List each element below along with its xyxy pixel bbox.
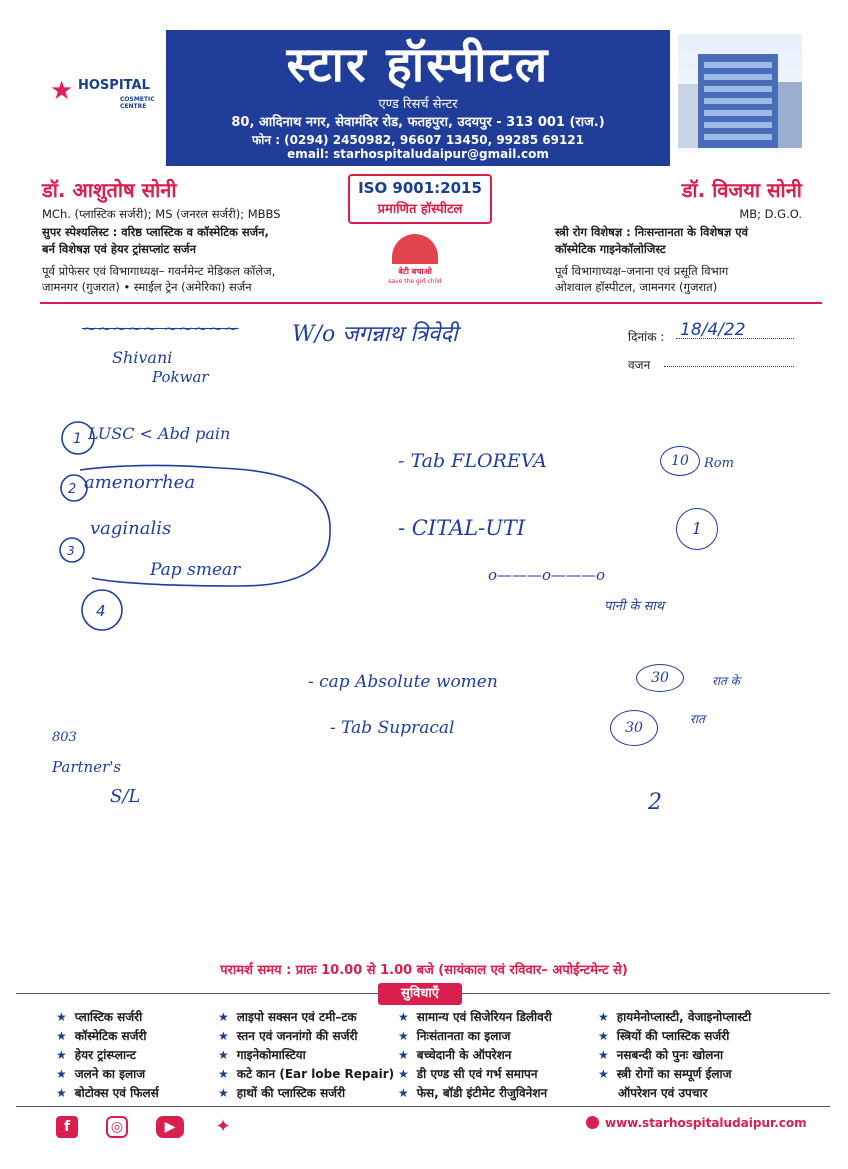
facilities-grid [56, 1008, 836, 1102]
svc-4-5: ऑपरेशन एवं उपचार [618, 1086, 708, 1100]
doctor-left-name: डॉ. आशुतोष सोनी [42, 178, 177, 202]
side-note-1: 803 [52, 730, 77, 745]
header-divider [40, 302, 822, 304]
svc-4-4: ★ स्त्री रोगों का सम्पूर्ण ईलाज [598, 1067, 732, 1081]
misc-mark: 2 [648, 790, 662, 815]
patient-relation: W/o जगन्नाथ त्रिवेदी [292, 322, 458, 347]
weight-label: वजन [628, 358, 651, 372]
globe-icon [586, 1116, 599, 1129]
svc-3-1: ★ सामान्य एवं सिजेरियन डिलीवरी [398, 1010, 552, 1024]
doctor-right-line2: कॉस्मेटिक गाइनेकॉलोजिस्ट [555, 242, 666, 256]
svg-text:2: 2 [68, 482, 77, 497]
hospital-logo [40, 74, 160, 118]
svc-3-2: ★ निःसंतानता का इलाज [398, 1029, 511, 1043]
doctor-right-name: डॉ. विजया सोनी [681, 178, 802, 202]
diagnosis-marks [40, 410, 360, 640]
dx-3: vaginalis [90, 518, 172, 539]
rx-2-note: पानी के साथ [604, 599, 665, 614]
building-photo [678, 34, 802, 152]
svc-4-2: ★ स्त्रियों की प्लास्टिक सर्जरी [598, 1029, 730, 1043]
doctor-right-line1: स्त्री रोग विशेषज्ञ : निःसन्तानता के विशेषज्ञ एवं [555, 225, 749, 239]
youtube-icon[interactable]: ▶ [156, 1116, 184, 1138]
doctor-right-line4: ओशवाल हॉस्पीटल, जामनगर (गुजरात) [555, 280, 718, 294]
struck-name: ~~~~~ ~~~~~ [82, 318, 239, 339]
rx-1-qty: 10 [660, 446, 700, 476]
star-icon: ★ [50, 76, 74, 106]
beti-subtext: save the girl child [388, 278, 442, 285]
doctor-left-line3: पूर्व प्रोफेसर एवं विभागाध्यक्ष– गवर्नमेन्ट मेडिकल कॉलेज, [42, 264, 276, 278]
svc-1-3: ★ हेयर ट्रांस्प्लान्ट [56, 1048, 136, 1062]
iso-caption: प्रमाणित हॉस्पीटल [377, 202, 463, 217]
side-note-3: S/L [110, 786, 141, 807]
rx-2-dose: o———o———o [488, 566, 606, 584]
doctor-right-line3: पूर्व विभागाध्यक्ष–जनाना एवं प्रसूति विभाग [555, 264, 729, 278]
rx-1-note: Rom [704, 456, 734, 471]
svc-1-5: ★ बोटोक्स एवं फिलर्स [56, 1086, 159, 1100]
dx-1: LUSC < Abd pain [88, 424, 231, 443]
doctor-left-quals: MCh. (प्लास्टिक सर्जरी); MS (जनरल सर्जरी); MBBS [42, 207, 281, 221]
svg-text:4: 4 [96, 602, 106, 620]
consult-hours: परामर्श समय : प्रातः 10.00 से 1.00 बजे (सायंकाल एवं रविवार– अपोईन्टमेन्ट से) [220, 963, 628, 978]
rx-3-note: रात के [712, 674, 740, 688]
rx-3-qty: 30 [636, 664, 684, 692]
logo-sub: COSMETIC CENTRE [120, 96, 155, 110]
svc-3-4: ★ डी एण्ड सी एवं गर्भ समापन [398, 1067, 538, 1081]
hospital-title: स्टार हॉस्पीटल [286, 37, 550, 93]
rx-1: - Tab FLOREVA [398, 450, 547, 472]
svg-text:1: 1 [73, 431, 82, 447]
weight-line [664, 366, 794, 367]
patient-surname: Pokwar [152, 368, 209, 386]
svc-2-1: ★ लाइपो सक्सन एवं टमी–टक [218, 1010, 357, 1024]
footer-divider-bottom [16, 1106, 830, 1107]
rx-2-qty: 1 [676, 508, 718, 550]
rx-3: - cap Absolute women [308, 672, 498, 692]
twitter-icon[interactable]: ✦ [215, 1116, 231, 1137]
beti-bachao-logo [380, 232, 450, 296]
svc-3-3: ★ बच्चेदानी के ऑपरेशन [398, 1048, 512, 1062]
dx-4: Pap smear [150, 560, 241, 580]
rx-4-qty: 30 [610, 710, 658, 746]
iso-badge [348, 174, 492, 224]
rx-4-note: रात [690, 712, 705, 726]
svc-2-5: ★ हाथों की प्लास्टिक सर्जरी [218, 1086, 346, 1100]
doctor-left-line1: सुपर स्पेश्यलिस्ट : वरिष्ठ प्लास्टिक व कॉस्मेटिक सर्जन, [42, 225, 269, 239]
hospital-subtitle: एण्ड रिसर्च सेन्टर [378, 97, 458, 112]
sun-icon [392, 234, 438, 264]
doctor-left-line2: बर्न विशेषज्ञ एवं हेयर ट्रांसप्लांट सर्जन [42, 242, 196, 256]
header-banner [166, 30, 670, 166]
instagram-icon[interactable]: ◎ [106, 1116, 128, 1138]
facilities-heading: सुविधाएँ [378, 983, 462, 1005]
svc-4-1: ★ हायमेनोप्लास्टी, वेजाइनोप्लास्टी [598, 1010, 752, 1024]
svc-2-3: ★ गाइनेकोमास्टिया [218, 1048, 306, 1062]
svc-2-2: ★ स्तन एवं जननांगो की सर्जरी [218, 1029, 358, 1043]
date-line [676, 338, 794, 339]
dx-2: amenorrhea [84, 472, 196, 493]
rx-2: - CITAL-UTI [398, 516, 526, 540]
iso-number: ISO 9001:2015 [358, 179, 482, 197]
facebook-icon[interactable]: f [56, 1116, 78, 1138]
date-label: दिनांक : [628, 330, 665, 344]
hospital-email: email: starhospitaludaipur@gmail.com [287, 147, 549, 161]
svc-1-1: ★ प्लास्टिक सर्जरी [56, 1010, 143, 1024]
patient-name: Shivani [112, 348, 173, 367]
hospital-address: 80, आदिनाथ नगर, सेवामंदिर रोड, फतहपुरा, उदयपुर - 313 001 (राज.) [231, 115, 605, 130]
svg-text:3: 3 [67, 544, 75, 558]
date-value: 18/4/22 [680, 320, 746, 340]
rx-4: - Tab Supracal [330, 718, 455, 738]
svc-3-5: ★ फेस, बॉडी इंटीमेट रीजुविनेशन [398, 1086, 548, 1100]
svc-1-2: ★ कॉस्मेटिक सर्जरी [56, 1029, 147, 1043]
svc-2-4: ★ कटे कान (Ear lobe Repair) [218, 1067, 395, 1081]
svc-1-4: ★ जलने का इलाज [56, 1067, 146, 1081]
doctor-left-line4: जामनगर (गुजरात) • स्माईल ट्रेन (अमेरिका) सर्जन [42, 280, 252, 294]
beti-text: बेटी बचाओ [398, 267, 432, 276]
svc-4-3: ★ नसबन्दी को पुनः खोलना [598, 1048, 724, 1062]
hospital-phone: फोन : (0294) 2450982, 96607 13450, 99285 69121 [252, 133, 584, 147]
website-link[interactable]: www.starhospitaludaipur.com [586, 1116, 807, 1130]
logo-name: HOSPITAL [78, 78, 150, 93]
side-note-2: Partner's [52, 758, 122, 776]
doctor-right-quals: MB; D.G.O. [739, 207, 802, 221]
